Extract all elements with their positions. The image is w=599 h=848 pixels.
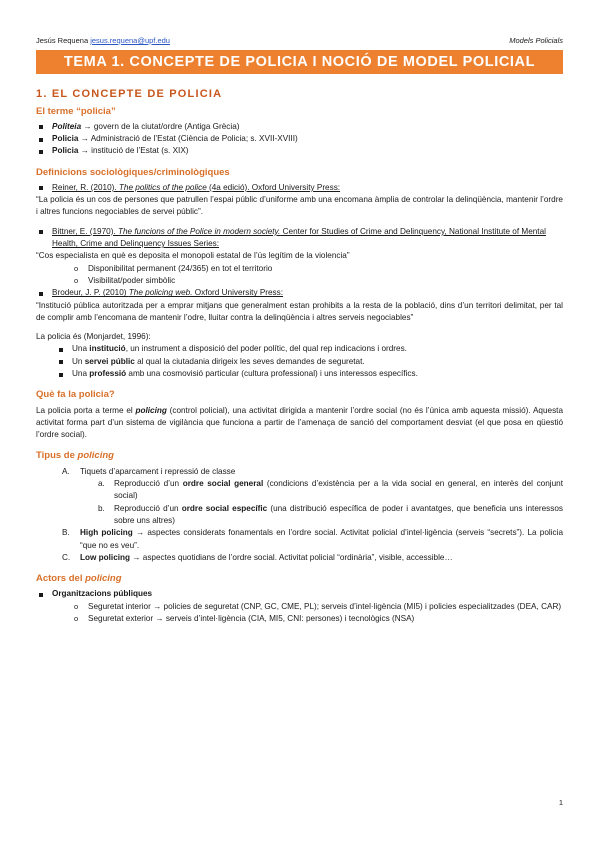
heading-terme: El terme “policia” bbox=[36, 105, 116, 117]
heading-definicions: Definicions sociològiques/criminològiques bbox=[36, 166, 230, 178]
author-email-link[interactable]: jesus.requena@upf.edu bbox=[90, 36, 170, 45]
list-item: o Seguretat exterior → serveis d’intel·ligència (CIA, MI5, CNI: persones) i tecnològics (NSA) bbox=[36, 613, 563, 625]
monjardet-list bbox=[36, 343, 563, 380]
header-author: Jesús Requena jesus.requena@upf.edu bbox=[36, 36, 170, 45]
quote-bittner: “Cos especialista en què es deposita el monopoli estatal de l’ús legítim de la violencia” bbox=[36, 251, 350, 261]
page-number: 1 bbox=[558, 798, 563, 807]
list-item: Organitzacions públiques bbox=[36, 588, 563, 600]
quote-reiner: “La policia és un cos de persones que patrullen l’espai públic d’uniforme amb una encomana àmplia de controlar la delinqüència, mantenir l’ordre i altres funcions negociables de servei públic”. bbox=[36, 195, 563, 217]
reference-reiner: Reiner, R. (2010). The politics of the police (4a edició). Oxford University Press: bbox=[36, 182, 563, 194]
quote-brodeur: “Institució pública autoritzada per a emprar mitjans que generalment estan prohibits a la resta de la població, dins d’un territori delimitat, per tal de complir amb l’encomana de mantenir l’odre, lluitar contra la delinqüència i altres serveis negociables” bbox=[36, 300, 563, 322]
list-item: o Visibilitat/poder simbòlic bbox=[36, 275, 563, 287]
heading-actors: Actors del policing bbox=[36, 573, 122, 585]
actors-list bbox=[36, 588, 563, 600]
page-header bbox=[36, 36, 563, 46]
list-item: b. Reproducció d’un ordre social específic (una distribució específica de poder i avantatges, que beneficia uns interessos sobre uns altres) bbox=[98, 503, 563, 525]
tipus-list bbox=[36, 466, 563, 564]
reference-brodeur: Brodeur, J. P. (2010) The policing web. Oxford University Press: bbox=[36, 287, 563, 299]
heading-que-fa: Què fa la policia? bbox=[36, 389, 115, 401]
list-item: o Seguretat interior → policies de seguretat (CNP, GC, CME, PL); serveis d’intel·ligència (MI5) i policies especialitzades (DEA, CAR) bbox=[36, 601, 563, 613]
header-course: Models Policials bbox=[509, 36, 563, 45]
list-item: Politeia → govern de la ciutat/ordre (Antiga Grècia) bbox=[36, 121, 563, 133]
reference-list bbox=[36, 182, 563, 194]
list-item: B. High policing → aspectes considerats fonamentals en l’ordre social. Activitat policial d’intel·ligència (serveis “secrets”). La policia “que no es veu”. bbox=[62, 528, 563, 550]
list-item: A. Tiquets d’aparcament i repressió de classe a. Reproducció d’un ordre social general (condicions d’existència per a la vida social en general, en interès del conjunt social) b. Reproducció d’un ordre social específic (una distribució específica de poder i avantatges, que beneficia uns interessos sobre uns altres) bbox=[36, 466, 563, 527]
section-title: 1. EL CONCEPTE DE POLICIA bbox=[36, 88, 223, 100]
list-item: Un servei públic al qual la ciutadania dirigeix les seves demandes de seguretat. bbox=[36, 356, 563, 368]
list-item: Policia → institució de l’Estat (s. XIX) bbox=[36, 145, 563, 157]
heading-tipus: Tipus de policing bbox=[36, 450, 114, 462]
reference-bittner: Bittner, E. (1970). The funcions of the Police in modern society. Center for Studies of Crime and Delinquency, National Institute of Mental Health, Crime and Delinquency Issues Series: bbox=[36, 226, 563, 251]
bittner-sublist bbox=[36, 263, 563, 288]
list-item: Policia → Administració de l’Estat (Ciència de Policia; s. XVII-XVIII) bbox=[36, 133, 563, 145]
list-item: a. Reproducció d’un ordre social general (condicions d’existència per a la vida social en general, en interès del conjunt social) bbox=[98, 479, 563, 501]
list-item: o Disponibilitat permanent (24/365) en tot el territorio bbox=[36, 263, 563, 275]
chapter-title-banner: TEMA 1. CONCEPTE DE POLICIA I NOCIÓ DE MODEL POLICIAL bbox=[36, 50, 563, 74]
monjardet-intro: La policia és (Monjardet, 1996): bbox=[36, 332, 151, 342]
list-item: C. Low policing → aspectes quotidians de l’ordre social. Activitat policial “ordinària”, visible, accessible… bbox=[62, 552, 453, 562]
paragraph-policing: La policia porta a terme el policing (control policial), una activitat dirigida a mantenir l’ordre social (no és l’única amb aquesta missió). Aquesta activitat forma part d’un sistema de vigilància que funciona a partir de l’amenaça de sanció del comportament desviat (el que posa en qüestió l’ordre social). bbox=[36, 405, 563, 440]
document-body bbox=[36, 86, 563, 625]
actors-sublist bbox=[36, 601, 563, 626]
list-item: Una professió amb una cosmovisió particular (cultura professional) i uns interessos específics. bbox=[36, 368, 563, 380]
list-item: Una institució, un instrument a disposició del poder polític, del qual rep indicacions i ordres. bbox=[36, 343, 563, 355]
terme-list bbox=[36, 121, 563, 158]
